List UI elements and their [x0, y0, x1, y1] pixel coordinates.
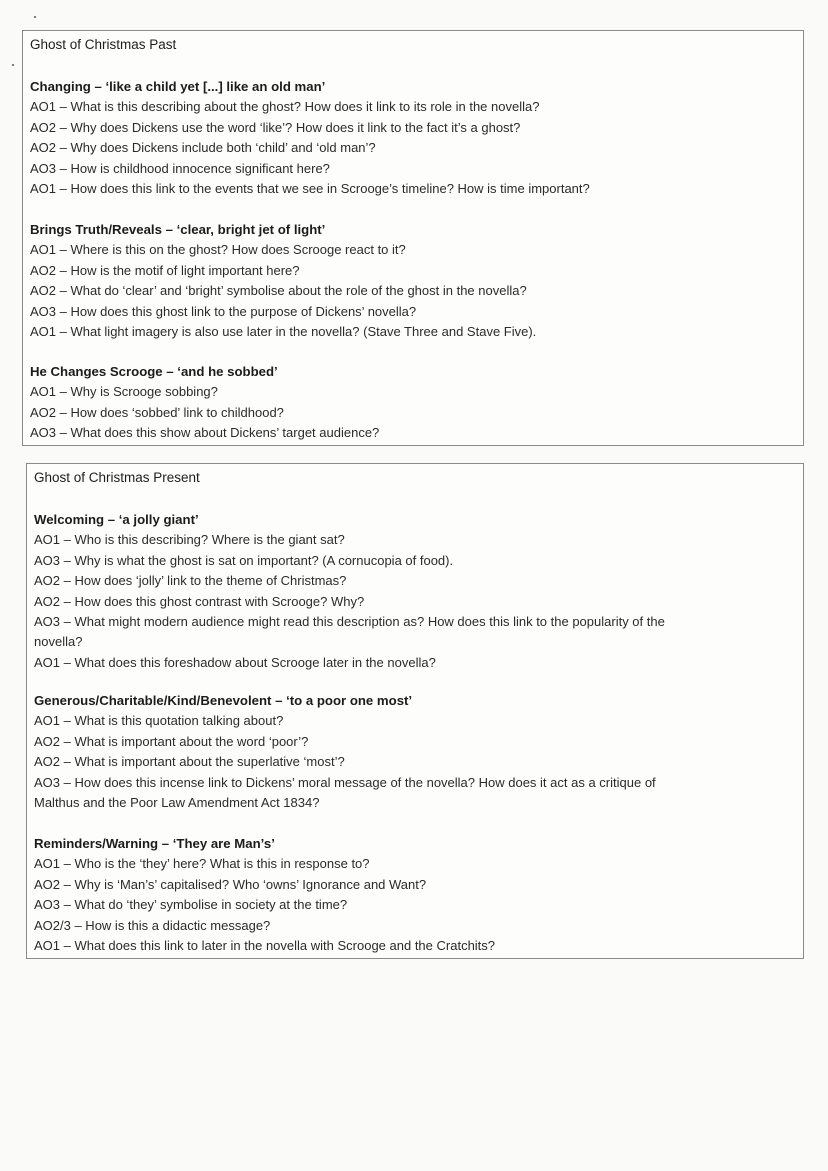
question-line: AO3 – What might modern audience might read this description as? How does this link to the popularity of the [34, 614, 665, 630]
question-line: AO3 – How does this incense link to Dickens’ moral message of the novella? How does it act as a critique of [34, 774, 656, 790]
past-section-truth [30, 220, 795, 342]
question-line: AO2/3 – How is this a didactic message? [34, 917, 271, 933]
question-line: AO2 – How is the motif of light important here? [30, 262, 300, 278]
section-heading: Reminders/Warning – ‘They are Man’s’ [34, 836, 275, 851]
question-line: AO1 – Who is the ‘they’ here? What is this in response to? [34, 856, 370, 872]
question-line: AO2 – What is important about the superlative ‘most’? [34, 754, 345, 770]
question-line: AO1 – Why is Scrooge sobbing? [30, 384, 218, 400]
present-section-generous [34, 691, 795, 813]
section-heading: He Changes Scrooge – ‘and he sobbed’ [30, 364, 278, 379]
present-title: Ghost of Christmas Present [34, 470, 200, 485]
question-line: AO1 – What light imagery is also use later in the novella? (Stave Three and Stave Five). [30, 324, 537, 340]
question-line: AO2 – What do ‘clear’ and ‘bright’ symbolise about the role of the ghost in the novella? [30, 283, 527, 299]
question-line: AO3 – What does this show about Dickens’ target audience? [30, 425, 380, 441]
question-line: AO3 – How is childhood innocence significant here? [30, 160, 330, 176]
present-box [26, 463, 804, 959]
present-section-welcoming [34, 510, 795, 673]
question-line: AO2 – Why is ‘Man’s’ capitalised? Who ‘owns’ Ignorance and Want? [34, 876, 427, 892]
section-heading: Brings Truth/Reveals – ‘clear, bright jet of light’ [30, 222, 326, 237]
question-line: AO3 – How does this ghost link to the purpose of Dickens’ novella? [30, 303, 417, 319]
question-line: AO2 – What is important about the word ‘poor’? [34, 733, 309, 749]
question-line: AO2 – Why does Dickens use the word ‘like’? How does it link to the fact it’s a ghost? [30, 119, 521, 135]
section-heading: Welcoming – ‘a jolly giant’ [34, 512, 199, 527]
question-line: novella? [34, 634, 83, 650]
section-heading: Changing – ‘like a child yet [...] like an old man’ [30, 79, 326, 94]
question-line: AO2 – How does ‘jolly’ link to the theme of Christmas? [34, 573, 347, 589]
question-line: AO2 – How does ‘sobbed’ link to childhood? [30, 404, 284, 420]
question-line: AO2 – How does this ghost contrast with Scrooge? Why? [34, 593, 365, 609]
section-heading: Generous/Charitable/Kind/Benevolent – ‘to a poor one most’ [34, 693, 413, 708]
question-line: AO1 – What is this describing about the ghost? How does it link to its role in the novella? [30, 99, 540, 115]
question-line: AO2 – Why does Dickens include both ‘child’ and ‘old man’? [30, 140, 376, 156]
question-line: AO1 – What is this quotation talking about? [34, 713, 284, 729]
question-line: AO1 – Who is this describing? Where is the giant sat? [34, 532, 345, 548]
past-section-changes [30, 362, 795, 444]
past-title: Ghost of Christmas Past [30, 37, 177, 52]
question-line: AO1 – How does this link to the events that we see in Scrooge’s timeline? How is time important? [30, 181, 590, 197]
past-box [22, 30, 804, 446]
question-line: AO1 – What does this foreshadow about Scrooge later in the novella? [34, 654, 436, 670]
question-line: AO3 – Why is what the ghost is sat on important? (A cornucopia of food). [34, 552, 454, 568]
scan-dot [34, 16, 36, 18]
question-line: AO3 – What do ‘they’ symbolise in society at the time? [34, 897, 348, 913]
question-line: AO1 – What does this link to later in the novella with Scrooge and the Cratchits? [34, 938, 496, 954]
present-section-reminders [34, 834, 795, 956]
past-section-changing [30, 77, 795, 199]
question-line: AO1 – Where is this on the ghost? How does Scrooge react to it? [30, 242, 406, 258]
scan-dot [12, 64, 14, 66]
question-line: Malthus and the Poor Law Amendment Act 1834? [34, 795, 320, 811]
